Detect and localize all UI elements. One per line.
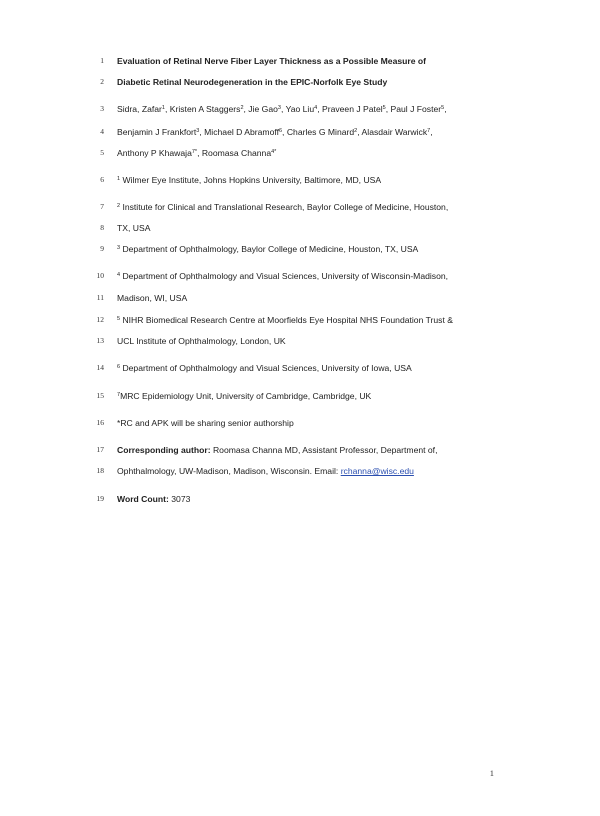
- manuscript-line: [0, 221, 600, 235]
- corresponding-author-text: Roomasa Channa MD, Assistant Professor, Department of,: [210, 445, 438, 455]
- author-name: Praveen J Patel: [321, 104, 383, 114]
- author-name: Kristen A Staggers: [169, 104, 241, 114]
- affiliation-text: Department of Ophthalmology, Baylor College of Medicine, Houston, TX, USA: [120, 244, 419, 254]
- manuscript-line: [0, 313, 600, 327]
- line-number: 14: [96, 363, 104, 372]
- author-affiliation-mark: 6: [278, 128, 283, 134]
- affiliation-text: Wilmer Eye Institute, Johns Hopkins University, Baltimore, MD, USA: [120, 175, 382, 185]
- affiliation-4-continued: Madison, WI, USA: [117, 293, 188, 303]
- affiliation-text: MRC Epidemiology Unit, University of Cambridge, Cambridge, UK: [120, 391, 372, 401]
- author-affiliation-mark: 4: [314, 105, 318, 111]
- manuscript-line: [0, 291, 600, 305]
- author-name: Paul J Foster: [390, 104, 442, 114]
- line-number: 11: [96, 293, 104, 302]
- manuscript-line: [0, 389, 600, 403]
- affiliation-text: Institute for Clinical and Translational Research, Baylor College of Medicine, Houston,: [120, 202, 449, 212]
- author-affiliation-mark: 3: [277, 105, 281, 111]
- author-affiliation-mark: 7: [427, 128, 431, 134]
- affiliation-mark: 3: [117, 245, 121, 251]
- line-number: 19: [96, 494, 104, 503]
- manuscript-line: [0, 242, 600, 256]
- line-number: 8: [100, 223, 104, 232]
- line-number: 3: [100, 104, 104, 113]
- author-list-line-2: Benjamin J Frankfort$^3$, Michael D Abramoff$^6$, Charles G Minard$^2$, Alasdair Warwick$^7$,: [117, 127, 433, 137]
- affiliation-5: [117, 313, 453, 327]
- author-affiliation-mark: 2: [240, 105, 244, 111]
- manuscript-line: [0, 75, 600, 89]
- line-number: 6: [100, 175, 104, 184]
- affiliation-text: Department of Ophthalmology and Visual Sciences, University of Iowa, USA: [120, 363, 412, 373]
- page-number: 1: [489, 768, 494, 778]
- line-number: 12: [96, 315, 104, 324]
- affiliation-4: [117, 269, 448, 283]
- affiliation-mark: 2: [117, 203, 121, 209]
- author-name: Charles G Minard: [286, 127, 355, 137]
- author-affiliation-mark: 5: [382, 105, 386, 111]
- author-name: Jie Gao: [248, 104, 278, 114]
- affiliation-mark: 1: [117, 176, 121, 182]
- email-link[interactable]: rchanna@wisc.edu: [340, 466, 414, 476]
- manuscript-line: [0, 443, 600, 457]
- author-name: Yao Liu: [285, 104, 315, 114]
- line-number: 16: [96, 418, 104, 427]
- author-list-line-1: Sidra, Zafar$^1$, Kristen A Staggers$^2$, Jie Gao$^3$, Yao Liu$^4$, Praveen J Patel$^5$, Paul J Foster$^5$,: [117, 104, 447, 114]
- line-number: 18: [96, 466, 104, 475]
- author-name: Sidra, Zafar: [117, 104, 162, 114]
- affiliation-7: [117, 389, 371, 403]
- affiliation-mark: 7: [117, 392, 121, 398]
- title-line-2: Diabetic Retinal Neurodegeneration in the EPIC-Norfolk Eye Study: [117, 77, 388, 87]
- line-number: 2: [100, 77, 104, 86]
- corresponding-author-continued: [117, 464, 414, 478]
- affiliation-1: [117, 173, 381, 187]
- manuscript-line: [0, 200, 600, 214]
- author-affiliation-mark: 3: [196, 128, 200, 134]
- manuscript-line: [0, 416, 600, 430]
- manuscript-line: [0, 464, 600, 478]
- affiliation-text: NIHR Biomedical Research Centre at Moorfields Eye Hospital NHS Foundation Trust &: [120, 315, 453, 325]
- line-number: 17: [96, 445, 104, 454]
- author-list-line-3: Anthony P Khawaja$^{7*}$, Roomasa Channa$^{4*}$: [117, 148, 277, 158]
- manuscript-line: [0, 492, 600, 506]
- line-number: 10: [96, 271, 104, 280]
- corresponding-author-label: Corresponding author:: [117, 445, 211, 455]
- line-number: 1: [100, 56, 104, 65]
- line-number: 15: [96, 391, 104, 400]
- manuscript-line: [0, 146, 600, 160]
- word-count-value: 3073: [168, 494, 191, 504]
- manuscript-line: [0, 125, 600, 139]
- word-count: [117, 492, 190, 506]
- corresponding-author-address: Ophthalmology, UW-Madison, Madison, Wisconsin. Email:: [117, 466, 341, 476]
- manuscript-line: [0, 173, 600, 187]
- affiliation-mark: 6: [117, 364, 121, 370]
- affiliation-2: [117, 200, 448, 214]
- manuscript-line: [0, 361, 600, 375]
- line-number: 13: [96, 336, 104, 345]
- affiliation-3: [117, 242, 418, 256]
- manuscript-line: [0, 102, 600, 116]
- corresponding-author: [117, 443, 437, 457]
- line-number: 7: [100, 202, 104, 211]
- word-count-label: Word Count:: [117, 494, 169, 504]
- affiliation-text: Department of Ophthalmology and Visual Sciences, University of Wisconsin-Madison,: [120, 271, 449, 281]
- line-number: 9: [100, 244, 104, 253]
- author-affiliation-mark: 4*: [271, 149, 277, 155]
- author-name: Roomasa Channa: [201, 148, 272, 158]
- line-number: 5: [100, 148, 104, 157]
- affiliation-mark: 4: [117, 272, 121, 278]
- affiliation-2-continued: TX, USA: [117, 223, 151, 233]
- title-line-1: Evaluation of Retinal Nerve Fiber Layer Thickness as a Possible Measure of: [117, 56, 427, 66]
- manuscript-line: [0, 334, 600, 348]
- author-affiliation-mark: 2: [354, 128, 358, 134]
- author-affiliation-mark: 1: [161, 105, 165, 111]
- line-number: 4: [100, 127, 104, 136]
- author-affiliation-mark: 7*: [191, 149, 198, 155]
- affiliation-5-continued: UCL Institute of Ophthalmology, London, UK: [117, 336, 286, 346]
- affiliation-6: [117, 361, 412, 375]
- author-name: Benjamin J Frankfort: [117, 127, 197, 137]
- author-name: Anthony P Khawaja: [117, 148, 192, 158]
- senior-authorship-note: *RC and APK will be sharing senior authorship: [117, 418, 294, 428]
- author-name: Michael D Abramoff: [204, 127, 279, 137]
- manuscript-line: [0, 54, 600, 68]
- author-affiliation-mark: 5: [441, 105, 445, 111]
- affiliation-mark: 5: [117, 316, 121, 322]
- manuscript-line: [0, 269, 600, 283]
- author-name: Alasdair Warwick: [361, 127, 428, 137]
